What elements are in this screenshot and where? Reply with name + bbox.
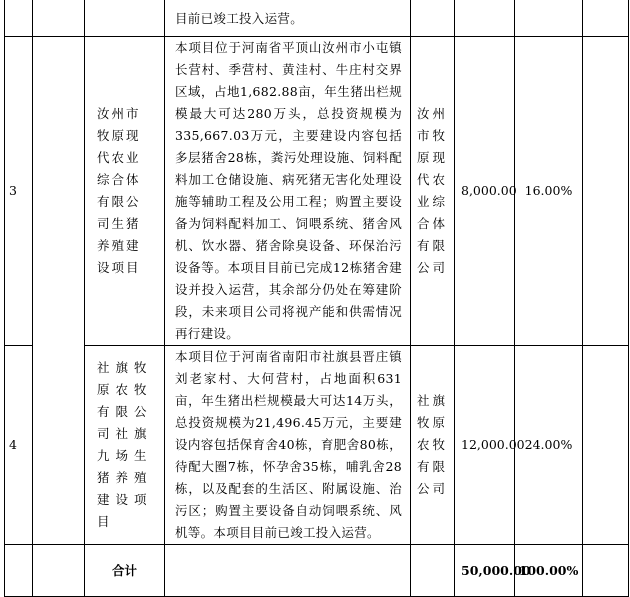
blank-cell: [165, 545, 411, 597]
project-description: 本项目位于河南省平顶山汝州市小屯镇长营村、季营村、黄洼村、牛庄村交界区域，占地1,682.88亩，年生猪出栏规模最大可达280万头，总投资规模为335,667.03万元，主要建设内容包括多层猪舍28栋，粪污处理设施、饲料配料加工仓储设施、病死猪无害化处理设施等辅助工程及公用工程；购置主要设备为饲料配料加工、饲喂系统、猪舍风机、饮水器、猪舍除臭设备、环保治污设备等。本项目目前已完成12栋猪舍建设并投入运营，其余部分仍处在筹建阶段，未来项目公司将视产能和供需情况再行建设。: [165, 37, 411, 346]
project-name: 社旗牧原农牧有限公司社旗九场生猪养殖建设项目: [85, 346, 165, 545]
blank-cell: [33, 346, 85, 545]
total-row: [5, 545, 629, 597]
total-investment: 50,000.00: [455, 545, 515, 597]
blank-cell: [5, 545, 33, 597]
project-name: [85, 0, 165, 37]
blank-cell: [583, 37, 629, 346]
project-name: 汝州市牧原现代农业综合体有限公司生猪养殖建设项目: [85, 37, 165, 346]
total-ratio: 100.00%: [515, 545, 583, 597]
investment-amount: 12,000.00: [455, 346, 515, 545]
investment-projects-table: [4, 0, 629, 597]
project-description: 本项目位于河南省南阳市社旗县晋庄镇刘老家村、大何营村，占地面积631亩，年生猪出栏规模最大可达14万头，总投资规模为21,496.45万元，主要建设内容包括保育舍40栋，育肥舍80栋，待配大圈7栋，怀孕舍35栋，哺乳舍28栋，以及配套的生活区、附属设施、治污区；购置主要设备自动饲喂系统、风机等。本项目目前已竣工投入运营。: [165, 346, 411, 545]
table-row: [5, 0, 629, 37]
implementing-entity: 社旗牧原农牧有限公司: [411, 346, 455, 545]
blank-cell: [33, 545, 85, 597]
investment-ratio: 16.00%: [515, 37, 583, 346]
investment-amount: [455, 0, 515, 37]
row-number: [5, 0, 33, 37]
row-number: 3: [5, 37, 33, 346]
table-row: [5, 37, 629, 346]
blank-cell: [583, 0, 629, 37]
implementing-entity: [411, 0, 455, 37]
blank-cell: [583, 346, 629, 545]
implementing-entity: 汝州市牧原现代农业综合体有限公司: [411, 37, 455, 346]
blank-cell: [411, 545, 455, 597]
row-number: 4: [5, 346, 33, 545]
blank-cell: [33, 37, 85, 346]
blank-cell: [583, 545, 629, 597]
total-label: 合计: [85, 545, 165, 597]
blank-cell: [33, 0, 85, 37]
table-row: [5, 346, 629, 545]
investment-ratio: 24.00%: [515, 346, 583, 545]
investment-amount: 8,000.00: [455, 37, 515, 346]
investment-ratio: [515, 0, 583, 37]
project-description: 目前已竣工投入运营。: [165, 0, 411, 37]
